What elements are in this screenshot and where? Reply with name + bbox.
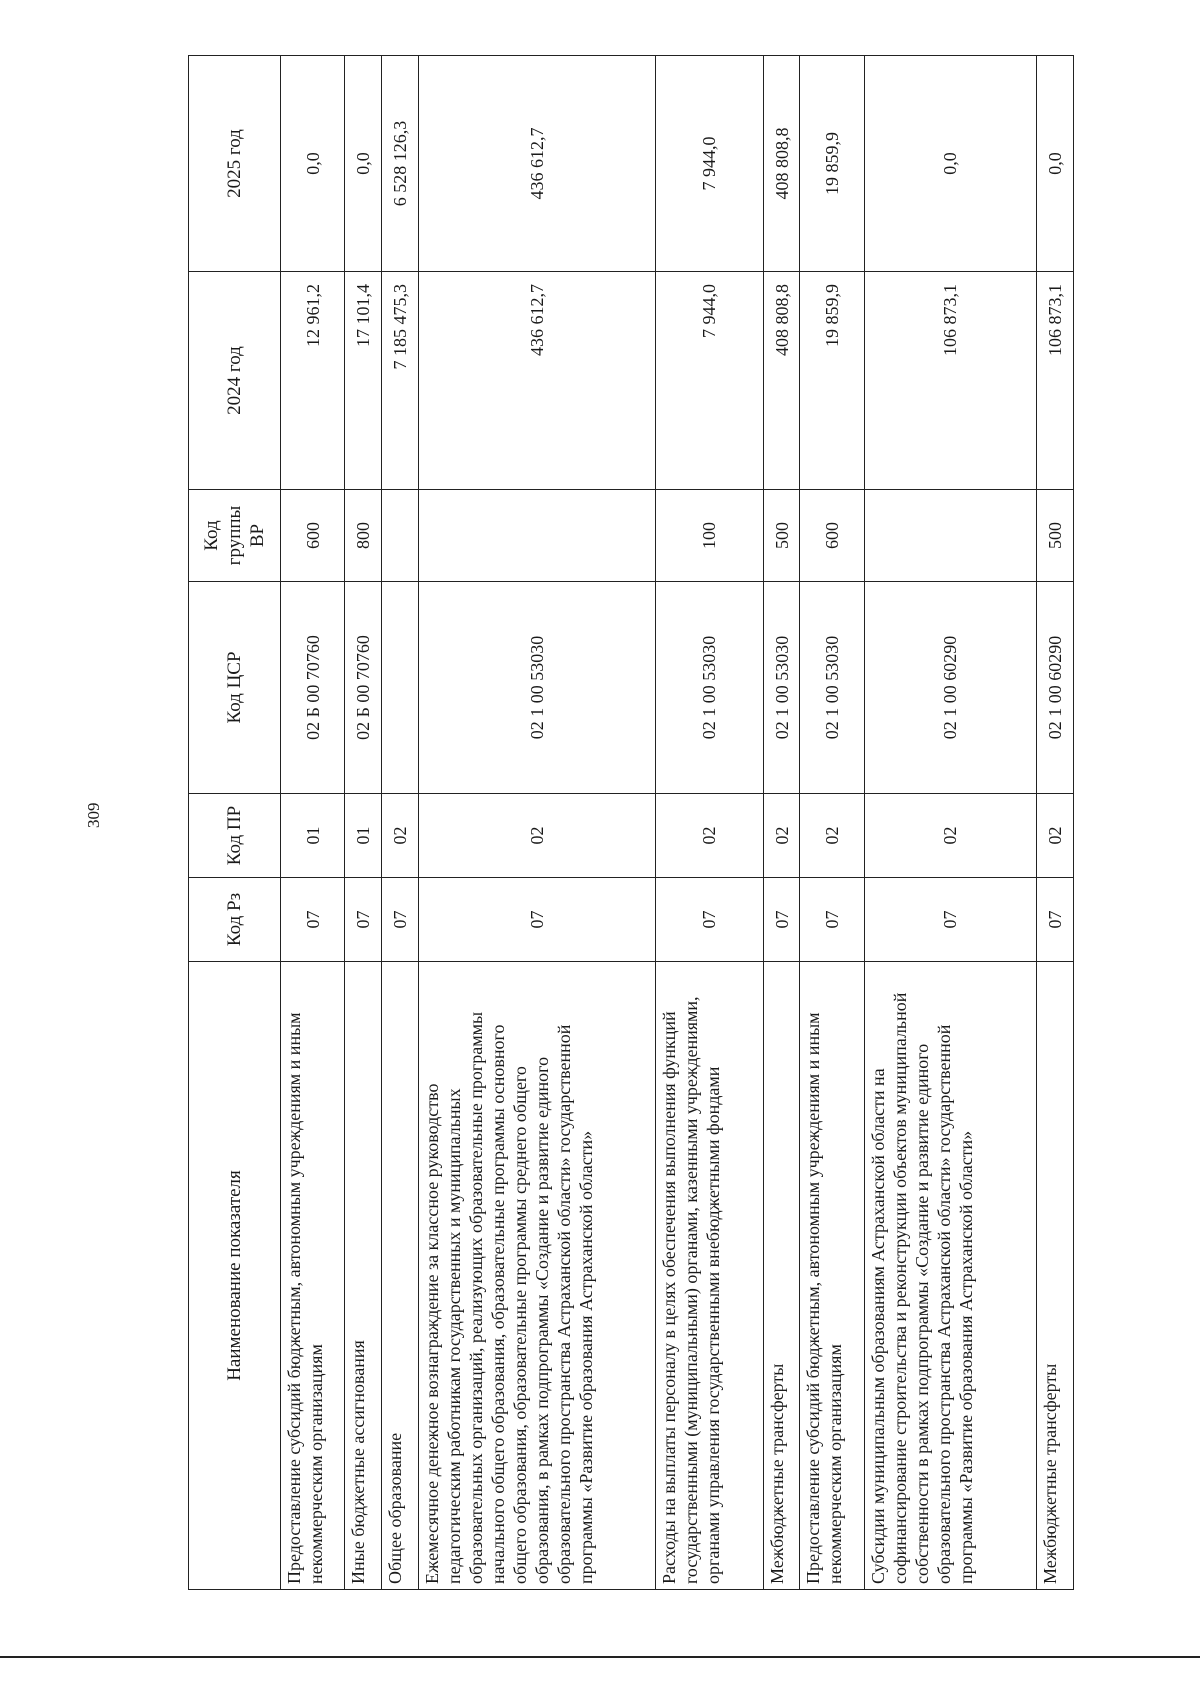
row-csr: 02 Б 00 70760 [345,582,382,794]
row-vr [418,490,655,582]
row-2024: 106 873,1 [864,272,1036,490]
row-pr: 02 [382,794,419,878]
row-vr: 600 [281,490,345,582]
row-vr: 500 [763,490,800,582]
row-2024: 7 944,0 [655,272,763,490]
row-2024: 12 961,2 [281,272,345,490]
row-csr: 02 1 00 60290 [1037,582,1074,794]
row-rz: 07 [281,878,345,962]
row-2025: 0,0 [281,56,345,272]
row-rz: 07 [382,878,419,962]
table-row [418,56,655,1590]
row-pr: 02 [864,794,1036,878]
row-2024: 106 873,1 [1037,272,1074,490]
row-csr: 02 1 00 60290 [864,582,1036,794]
table-row [281,56,345,1590]
rotated-table-wrapper [188,56,1074,1590]
row-2024: 17 101,4 [345,272,382,490]
row-rz: 07 [864,878,1036,962]
row-pr: 01 [345,794,382,878]
row-2025: 436 612,7 [418,56,655,272]
row-name: Предоставление субсидий бюджетным, автономным учреждениям и иным некоммерческим организациям [281,962,345,1590]
row-vr [382,490,419,582]
row-pr: 02 [1037,794,1074,878]
row-2024: 436 612,7 [418,272,655,490]
row-2024: 19 859,9 [800,272,864,490]
header-2025: 2025 год [189,56,281,272]
header-2024: 2024 год [189,272,281,490]
row-name: Субсидии муниципальным образованиям Астраханской области на софинансирование строительства и реконструкции объектов муниципальной собственности в рамках подпрограммы «Создание и развитие единого образовательного пространства Астраханской области» государственной программы «Развитие образования Астраханской области» [864,962,1036,1590]
header-vr: Код группы ВР [189,490,281,582]
row-2025: 19 859,9 [800,56,864,272]
row-2025: 0,0 [345,56,382,272]
row-2024: 7 185 475,3 [382,272,419,490]
row-pr: 01 [281,794,345,878]
row-2025: 6 528 126,3 [382,56,419,272]
table-row [1037,56,1074,1590]
row-pr: 02 [655,794,763,878]
row-csr: 02 1 00 53030 [418,582,655,794]
header-name: Наименование показателя [189,962,281,1590]
row-csr: 02 Б 00 70760 [281,582,345,794]
row-name: Межбюджетные трансферты [763,962,800,1590]
table-row [864,56,1036,1590]
row-vr: 600 [800,490,864,582]
row-vr: 500 [1037,490,1074,582]
row-csr: 02 1 00 53030 [763,582,800,794]
row-name: Ежемесячное денежное вознаграждение за классное руководство педагогическим работникам государственных и муниципальных образовательных организаций, реализующих образовательные программы начального общего образования, образовательные программы основного общего образования, образовательные программы среднего общего образования, в рамках подпрограммы «Создание и развитие единого образовательного пространства Астраханской области» государственной программы «Развитие образования Астраханской области» [418,962,655,1590]
row-rz: 07 [418,878,655,962]
header-rz: Код Рз [189,878,281,962]
row-rz: 07 [345,878,382,962]
table-row [655,56,763,1590]
table-row [345,56,382,1590]
row-2024: 408 808,8 [763,272,800,490]
row-pr: 02 [418,794,655,878]
row-csr: 02 1 00 53030 [655,582,763,794]
header-csr: Код ЦСР [189,582,281,794]
row-csr: 02 1 00 53030 [800,582,864,794]
scan-edge-line [0,1656,1200,1658]
row-2025: 7 944,0 [655,56,763,272]
row-vr: 800 [345,490,382,582]
page-number: 309 [84,802,103,828]
budget-table [188,55,1074,1590]
row-pr: 02 [800,794,864,878]
row-rz: 07 [800,878,864,962]
table-row [382,56,419,1590]
row-name: Предоставление субсидий бюджетным, автономным учреждениям и иным некоммерческим организациям [800,962,864,1590]
row-2025: 0,0 [1037,56,1074,272]
table-row [763,56,800,1590]
row-2025: 0,0 [864,56,1036,272]
row-rz: 07 [1037,878,1074,962]
row-2025: 408 808,8 [763,56,800,272]
row-rz: 07 [655,878,763,962]
row-vr: 100 [655,490,763,582]
row-name: Межбюджетные трансферты [1037,962,1074,1590]
row-name: Расходы на выплаты персоналу в целях обеспечения выполнения функций государственными (муниципальными) органами, казенными учреждениями, органами управления государственными внебюджетными фондами [655,962,763,1590]
row-vr [864,490,1036,582]
header-pr: Код ПР [189,794,281,878]
row-rz: 07 [763,878,800,962]
table-row [800,56,864,1590]
row-pr: 02 [763,794,800,878]
row-name: Иные бюджетные ассигнования [345,962,382,1590]
row-csr [382,582,419,794]
row-name: Общее образование [382,962,419,1590]
header-row [189,56,281,1590]
